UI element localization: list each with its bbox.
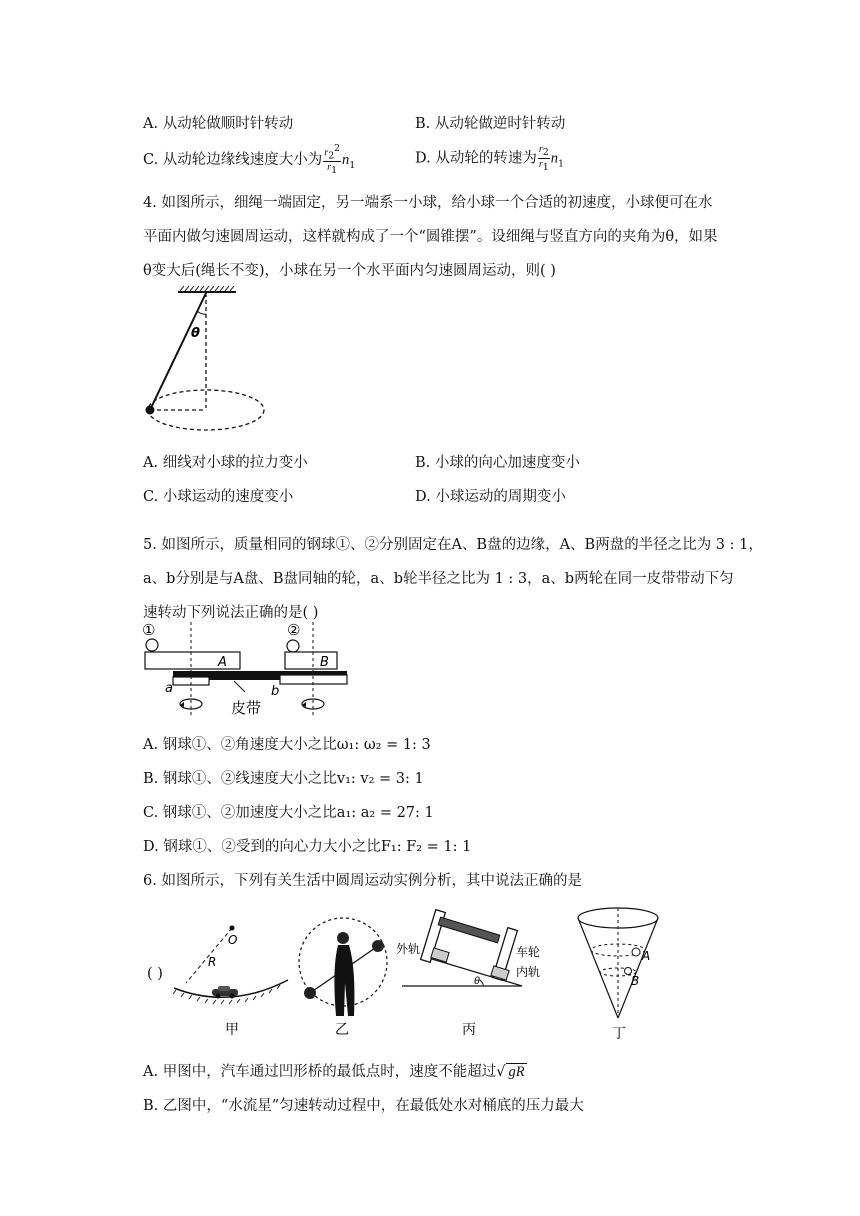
q4-option-a: A. 细线对小球的拉力变小: [143, 455, 308, 471]
q4-line-1: 4. 如图所示，细绳一端固定，另一端系一小球，给小球一个合适的初速度，小球便可在水: [143, 195, 713, 211]
figure-jia: [173, 926, 288, 1039]
jia-caption: 甲: [225, 1022, 239, 1038]
q5-option-a: A. 钢球①、②角速度大小之比ω₁: ω₂ = 1: 3: [143, 737, 431, 753]
q4-line-3: θ变大后(绳长不变)，小球在另一个水平面内匀速圆周运动，则( ): [143, 263, 556, 279]
circular-motion-figures: [170, 898, 690, 1043]
ball-1-label: ①: [142, 621, 156, 639]
q3-option-c: C. 从动轮边缘线速度大小为 $\frac{r_2^2}{r_1}$ $n_1$: [143, 144, 356, 177]
outer-rail-label: 外轨: [396, 942, 421, 956]
disc-b-label: B: [320, 655, 329, 670]
wheel-b-label: b: [271, 684, 280, 699]
q5-line-2: a、b分别是与A盘、B盘同轴的轮，a、b轮半径之比为 1 : 3，a、b两轮在同一皮带带动下匀: [143, 571, 734, 587]
ding-a-label: A: [642, 949, 651, 963]
figure-bing: [396, 910, 540, 1038]
q6-line-1: 6. 如图所示，下列有关生活中圆周运动实例分析，其中说法正确的是: [143, 873, 582, 889]
q6-option-a-radicand: gR: [508, 1064, 525, 1080]
pendulum-ball: [146, 406, 155, 415]
bing-caption: 丙: [462, 1022, 476, 1038]
conical-pendulum-figure: [140, 285, 280, 435]
q3-option-c-text: C. 从动轮边缘线速度大小为: [143, 152, 323, 169]
q6-option-b: B. 乙图中，“水流星”匀速转动过程中，在最低处水对桶底的压力最大: [143, 1098, 584, 1114]
q5-option-b: B. 钢球①、②线速度大小之比v₁: v₂ = 3: 1: [143, 771, 424, 787]
jia-r-label: R: [208, 955, 217, 969]
ding-b-label: B: [631, 974, 640, 988]
q4-option-b: B. 小球的向心加速度变小: [415, 455, 580, 471]
q5-option-d: D. 钢球①、②受到的向心力大小之比F₁: F₂ = 1: 1: [143, 839, 472, 855]
theta-label: θ: [191, 326, 200, 341]
q5-line-3: 速转动下列说法正确的是( ): [143, 605, 319, 621]
q6-option-a: A. 甲图中，汽车通过凹形桥的最低点时，速度不能超过√ gR: [143, 1064, 525, 1080]
inner-rail-label: 内轨: [516, 965, 541, 979]
q3-option-d: D. 从动轮的转速为 $\frac{r_2}{r_1}$ $n_1$: [415, 144, 565, 173]
belt-disc-figure: [140, 618, 355, 720]
q6-answer-paren: ( ): [147, 966, 163, 982]
q4-option-d: D. 小球运动的周期变小: [415, 489, 566, 505]
q4-option-c: C. 小球运动的速度变小: [143, 489, 294, 505]
wheel-a-label: a: [165, 681, 173, 696]
yi-caption: 乙: [335, 1022, 349, 1038]
disc-a-label: A: [218, 655, 227, 670]
disc-b: [285, 652, 337, 669]
figure-ding: [578, 908, 658, 1042]
q5-option-c: C. 钢球①、②加速度大小之比a₁: a₂ = 27: 1: [143, 805, 434, 821]
figure-yi: [299, 918, 387, 1038]
q5-line-1: 5. 如图所示，质量相同的钢球①、②分别固定在A、B盘的边缘，A、B两盘的半径之比为 3 : 1，: [143, 537, 763, 553]
ball-2-label: ②: [287, 621, 301, 639]
q4-line-2: 平面内做匀速圆周运动，这样就构成了一个“圆锥摆”。设细绳与竖直方向的夹角为θ，如果: [143, 229, 718, 245]
q6-option-a-text: A. 甲图中，汽车通过凹形桥的最低点时，速度不能超过: [143, 1064, 497, 1080]
bing-theta-label: θ: [474, 976, 481, 987]
q3-option-a: A. 从动轮做顺时针转动: [143, 116, 294, 132]
ding-caption: 丁: [612, 1026, 626, 1042]
jia-o-label: O: [228, 933, 238, 947]
q3-option-d-text: D. 从动轮的转速为: [415, 150, 537, 167]
belt-label: 皮带: [231, 699, 262, 717]
wheel-label: 车轮: [516, 945, 541, 959]
q3-option-b: B. 从动轮做逆时针转动: [415, 116, 566, 132]
